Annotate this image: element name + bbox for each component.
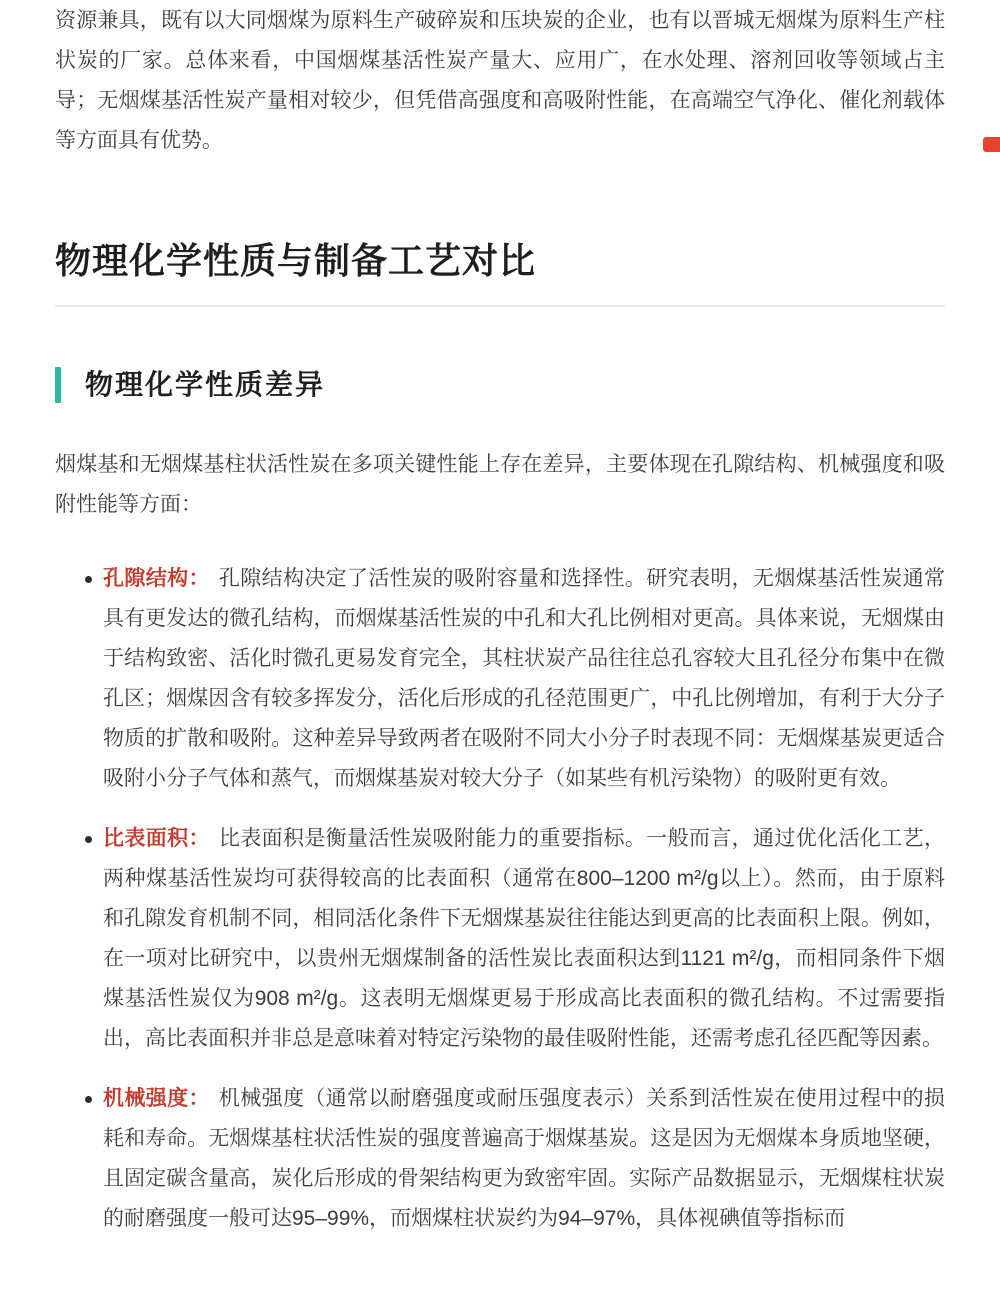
bullet-dot-icon <box>85 836 92 843</box>
bullet-label: 孔隙结构： <box>103 567 210 590</box>
bullet-content <box>103 1079 945 1239</box>
bullet-label: 比表面积： <box>103 827 210 850</box>
bullet-dot-icon <box>85 576 92 583</box>
section-title: 物理化学性质与制备工艺对比 <box>55 240 537 281</box>
red-edge-marker <box>983 137 1000 152</box>
section-divider <box>55 305 945 307</box>
bullet-label: 机械强度： <box>103 1087 210 1110</box>
opening-paragraph: 资源兼具，既有以大同烟煤为原料生产破碎炭和压块炭的企业，也有以晋城无烟煤为原料生产柱状炭的厂家。总体来看，中国烟煤基活性炭产量大、应用广，在水处理、溶剂回收等领域占主导；无烟煤基活性炭产量相对较少，但凭借高强度和高吸附性能，在高端空气净化、催化剂载体等方面具有优势。 <box>55 9 945 152</box>
bullet-dot-icon <box>85 1096 92 1103</box>
accent-bar <box>55 367 61 403</box>
list-item-surface-area <box>85 819 945 1059</box>
bullet-text: 比表面积是衡量活性炭吸附能力的重要指标。一般而言，通过优化活化工艺，两种煤基活性炭均可获得较高的比表面积（通常在800–1200 m²/g以上）。然而，由于原料和孔隙发育机制不同，相同活化条件下无烟煤基炭往往能达到更高的比表面积上限。例如，在一项对比研究中，以贵州无烟煤制备的活性炭比表面积达到1121 m²/g，而相同条件下烟煤基活性炭仅为908 m²/g。这表明无烟煤更易于形成高比表面积的微孔结构。不过需要指出，高比表面积并非总是意味着对特定污染物的最佳吸附性能，还需考虑孔径匹配等因素。 <box>103 827 945 1050</box>
property-list <box>55 559 945 1239</box>
bullet-content <box>103 559 945 799</box>
list-item-mechanical-strength <box>85 1079 945 1239</box>
bullet-text: 机械强度（通常以耐磨强度或耐压强度表示）关系到活性炭在使用过程中的损耗和寿命。无烟煤基柱状活性炭的强度普遍高于烟煤基炭。这是因为无烟煤本身质地坚硬，且固定碳含量高，炭化后形成的骨架结构更为致密牢固。实际产品数据显示，无烟煤柱状炭的耐磨强度一般可达95–99%，而烟煤柱状炭约为94–97%，具体视碘值等指标而 <box>103 1087 945 1230</box>
list-item-pore-structure <box>85 559 945 799</box>
article-page <box>0 1 1000 1314</box>
bullet-text: 孔隙结构决定了活性炭的吸附容量和选择性。研究表明，无烟煤基活性炭通常具有更发达的微孔结构，而烟煤基活性炭的中孔和大孔比例相对更高。具体来说，无烟煤由于结构致密、活化时微孔更易发育完全，其柱状炭产品往往总孔容较大且孔径分布集中在微孔区；烟煤因含有较多挥发分，活化后形成的孔径范围更广，中孔比例增加，有利于大分子物质的扩散和吸附。这种差异导致两者在吸附不同大小分子时表现不同：无烟煤基炭更适合吸附小分子气体和蒸气，而烟煤基炭对较大分子（如某些有机污染物）的吸附更有效。 <box>103 567 945 790</box>
subsection-header <box>55 367 945 403</box>
bullet-content <box>103 819 945 1059</box>
subsection-title: 物理化学性质差异 <box>85 369 326 400</box>
lead-paragraph: 烟煤基和无烟煤基柱状活性炭在多项关键性能上存在差异，主要体现在孔隙结构、机械强度和吸附性能等方面： <box>55 453 945 516</box>
